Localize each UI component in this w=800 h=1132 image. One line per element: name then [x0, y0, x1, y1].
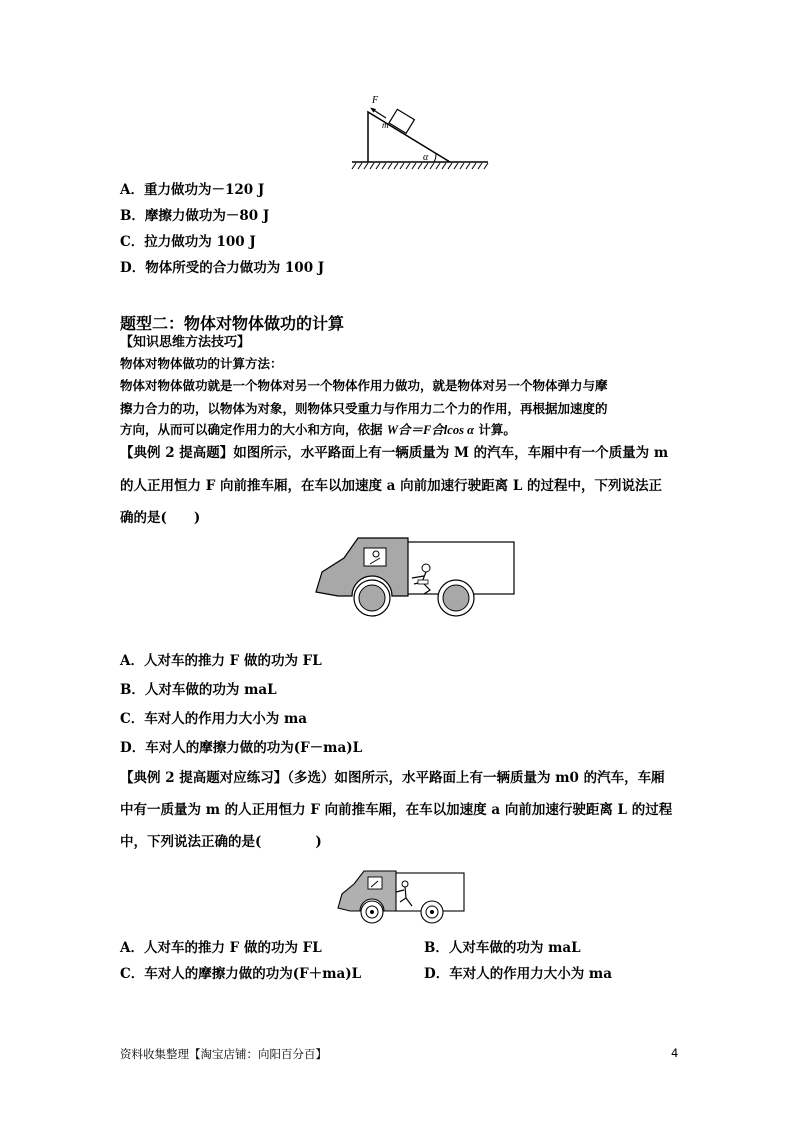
example2-option-c: C．车对人的作用力大小为 ma	[120, 711, 307, 727]
example2-option-d: D．车对人的摩擦力做的功为(F－ma)L	[120, 740, 363, 756]
q1-option-a: A．重力做功为－120 J	[120, 182, 265, 198]
method-line-1: 物体对物体做功就是一个物体对另一个物体作用力做功，就是物体对另一个物体弹力与摩	[120, 378, 608, 393]
truck-figure-small	[336, 868, 468, 926]
mass-label: m	[382, 120, 389, 130]
page-number: 4	[671, 1046, 679, 1060]
example2-line-2: 的人正用恒力 F 向前推车厢，在车以加速度 a 向前加速行驶距离 L 的过程中，下列说法正	[120, 478, 663, 494]
practice-option-b: B．人对车做的功为 maL	[424, 940, 581, 956]
q1-option-b: B．摩擦力做功为－80 J	[120, 208, 270, 224]
method-line-2: 擦力合力的功，以物体为对象，则物体只受重力与作用力二个力的作用，再根据加速度的	[120, 401, 608, 416]
q1-option-d: D．物体所受的合力做功为 100 J	[120, 260, 325, 276]
truck-figure-large	[314, 534, 518, 620]
footer-source: 资料收集整理【淘宝店铺：向阳百分百】	[120, 1047, 327, 1061]
angle-label: α	[423, 152, 429, 163]
method-line-3: 方向，从而可以确定作用力的大小和方向，依据 W合＝F合lcos α 计算。	[120, 422, 516, 437]
work-formula: W合＝F合lcos α	[386, 423, 474, 437]
practice-option-a: A．人对车的推力 F 做的功为 FL	[120, 940, 322, 956]
incline-figure	[350, 92, 490, 172]
knowledge-header: 【知识思维方法技巧】	[120, 335, 251, 350]
practice-option-d: D．车对人的作用力大小为 ma	[424, 966, 612, 982]
example2-line-3: 确的是( )	[120, 510, 201, 526]
force-label: F	[372, 95, 379, 106]
practice-option-c: C．车对人的摩擦力做的功为(F＋ma)L	[120, 966, 362, 982]
q1-option-c: C．拉力做功为 100 J	[120, 234, 256, 250]
practice-line-3: 中，下列说法正确的是( )	[120, 834, 322, 850]
example2-option-a: A．人对车的推力 F 做的功为 FL	[120, 653, 322, 669]
example2-option-b: B．人对车做的功为 maL	[120, 682, 277, 698]
section-title: 题型二：物体对物体做功的计算	[120, 314, 345, 333]
method-title: 物体对物体做功的计算方法：	[120, 356, 283, 371]
example2-line-1: 【典例 2 提高题】如图所示，水平路面上有一辆质量为 M 的汽车，车厢中有一个质量为 m	[120, 445, 669, 461]
practice-line-1: 【典例 2 提高题对应练习】（多选）如图所示，水平路面上有一辆质量为 m0 的汽车，车厢	[120, 770, 665, 786]
practice-line-2: 中有一质量为 m 的人正用恒力 F 向前推车厢，在车以加速度 a 向前加速行驶距离 L 的过程	[120, 802, 673, 818]
